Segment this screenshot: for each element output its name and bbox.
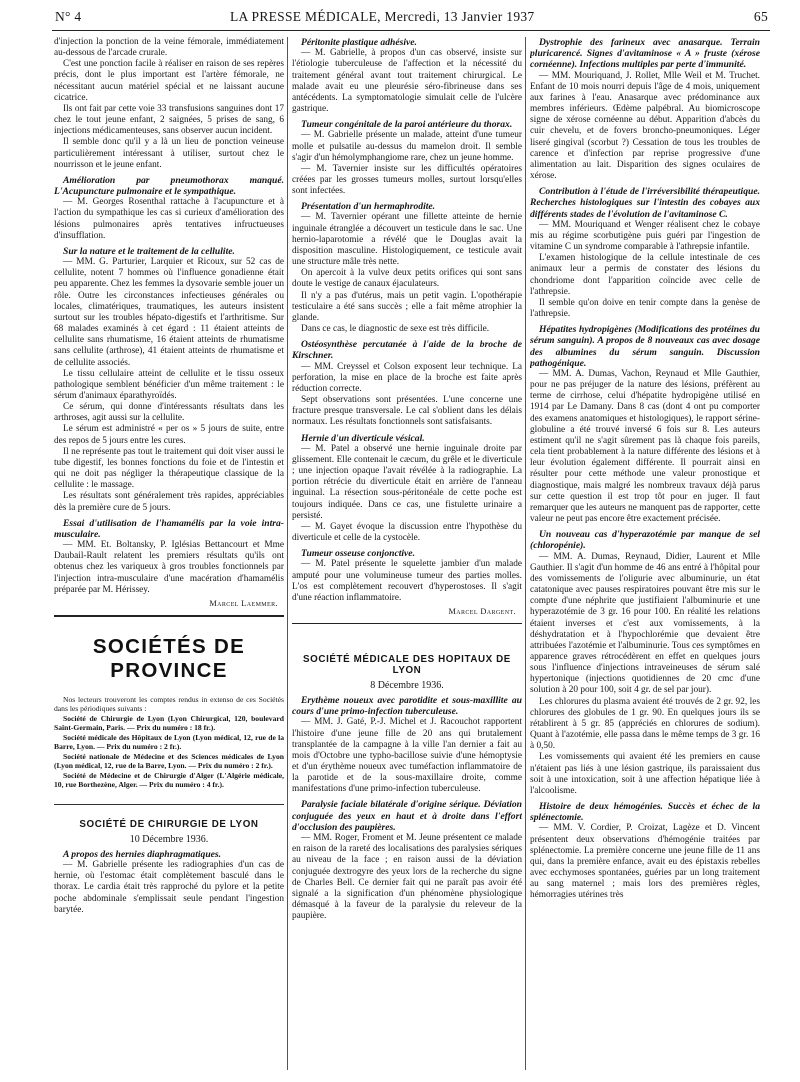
paragraph: — M. Gayet évoque la discussion entre l'hypothèse du diverticule et celle de la cystocèle.	[292, 521, 522, 543]
paragraph: — M. Gabrielle, à propos d'un cas observé, insiste sur l'étiologie tuberculeuse de l'affection et la nécessité du traitement général avant tout traitement chirurgical. Le malade avait eu une pleurésie séro-fibrineuse dans ses antécédents. La symptomatologie simulait celle de l'ulcère gastrique.	[292, 48, 522, 114]
paragraph: — MM. V. Cordier, P. Croizat, Lagèze et D. Vincent présentent deux observations d'hémogénie traitées par splénectomie. La première concerne une jeune fille de 11 ans qui, dans la première enfance, avait eu des épistaxis rebelles avec ecchymoses spontanées, guéries par un long traitement au sang maternel ; mais lors des premières règles, hémorragies utérines très	[530, 823, 760, 901]
section-date: 8 Décembre 1936.	[370, 679, 444, 691]
paragraph: — M. Tavernier insiste sur les difficultés opératoires créées par les grosses tumeurs molles, surtout lorsqu'elles sont infectées.	[292, 163, 522, 197]
note-paragraph: Nos lecteurs trouveront les comptes rendus in extenso de ces Sociétés dans les périodiques suivants :	[54, 694, 284, 714]
paragraph: — M. Patel présente le squelette jambier d'un malade amputé pour une volumineuse tumeur des parties molles. L'os est complètement recouvert d'hyperostoses. Il s'agit d'une réaction inflammatoire.	[292, 559, 522, 603]
paragraph: — M. Patel a observé une hernie inguinale droite par glissement. Elle contenait le cæcum, du grêle et le diverticule ; une injection opaque l'avait révélée à la radiographie. La portion rétrécie du diverticule était en arrière de l'anneau inguinal. La résection sous-péritonéale de cette poche est toujours indiquée. Dans ce cas, une fistulette urinaire a persisté.	[292, 443, 522, 521]
column-2	[292, 37, 522, 1072]
article-title: Amélioration par pneumothorax manqué. L'Acupuncture pulmonaire et le sympathique.	[54, 174, 284, 198]
societes-de-province-title: SOCIÉTÉS DE PROVINCE	[92, 634, 246, 682]
column-3	[530, 37, 760, 1072]
signature: Marcel Laemmer.	[209, 598, 278, 608]
paragraph: Les résultats sont généralement très rapides, appréciables dès la première cure de 5 jours.	[54, 491, 284, 513]
paragraph: Il n'y a pas d'utérus, mais un petit vagin. L'opothérapie testiculaire a été sans succès ; elle a fait même atrophier la glande.	[292, 290, 522, 323]
article-title: Contribution à l'étude de l'irréversibilité thérapeutique. Recherches histologiques sur l'intestin des cobayes aux différents stades de l'évolution de l'avitaminose C.	[530, 186, 760, 220]
column-divider	[287, 37, 288, 1070]
page-number: 65	[753, 9, 768, 24]
header-rule	[52, 30, 770, 31]
paragraph: Ce sérum, qui donne d'intéressants résultats dans les arthroses, agit aussi sur la cellulite.	[54, 402, 284, 424]
paragraph: Le sérum est administré « per os » 5 jours de suite, entre des repos de 5 jours entre les cures.	[54, 424, 284, 446]
paragraph: On apercoit à la vulve deux petits orifices qui sont sans doute le vestige de canaux éjaculateurs.	[292, 268, 522, 290]
note-paragraph: Société de Médecine et de Chirurgie d'Alger (L'Algérie médicale, 10, rue Borthezène, Alger. — Prix du numéro : 4 fr.).	[54, 770, 284, 790]
journal-title: LA PRESSE MÉDICALE, Mercredi, 13 Janvier 1937	[230, 9, 535, 24]
paragraph: Il semble qu'on doive en tenir compte dans la genèse de l'athrepsie.	[530, 297, 760, 320]
page-header	[0, 0, 800, 34]
note-paragraph: Société nationale de Médecine et des Sciences médicales de Lyon (Lyon médical, 12, rue de la Barre, Lyon. — Prix du numéro : 2 fr.).	[54, 751, 284, 771]
article-title: A propos des hernies diaphragmatiques.	[63, 848, 222, 860]
article-title: Dystrophie des farineux avec anasarque. Terrain pluricarencé. Signes d'avitaminose « A » fruste (xérose cornéenne). Infections multiples par perte d'immunité.	[530, 37, 760, 71]
article-title: Histoire de deux hémogénies. Succès et échec de la splénectomie.	[530, 801, 760, 824]
section-rule	[54, 804, 284, 805]
paragraph: — MM. Creyssel et Colson exposent leur technique. La perforation, la mise en place de la broche est faite après réduction correcte.	[292, 361, 522, 394]
note-paragraph: Société médicale des Hôpitaux de Lyon (Lyon médical, 12, rue de la Barre, Lyon. — Prix du numéro : 2 fr.).	[54, 732, 284, 752]
column-divider	[525, 37, 526, 1070]
article-title: Tumeur osseuse conjonctive.	[301, 548, 415, 560]
article-title: Présentation d'un hermaphrodite.	[301, 201, 436, 213]
article-title: Tumeur congénitale de la paroi antérieure du thorax.	[301, 119, 513, 131]
paragraph: d'injection la ponction de la veine fémorale, immédiatement au-dessous de l'arcade crurale.	[54, 37, 284, 59]
article-title: Paralysie faciale bilatérale d'origine sérique. Déviation conjuguée des yeux en haut et à droite dans l'effort d'occlusion des paupières.	[292, 799, 522, 833]
paragraph: — MM. Roger, Froment et M. Jeune présentent ce malade en raison de la rareté des localisations des paralysies sériques au niveau de la face ; en raison aussi de la déviation conjuguée dextrogyre des yeux lors de la recherche du signe de Charles Bell. Ce dernier fait qui ne paraît pas avoir été signalé a la signification d'un phénomène physiologique démasqué à la faveur de la paralysie du releveur de la paupière.	[292, 833, 522, 922]
article-title: Hernie d'un diverticule vésical.	[301, 432, 425, 444]
paragraph: — M. Gabrielle présente les radiographies d'un cas de hernie, où l'estomac était complètement basculé dans le thorax. Le cardia était très rapproché du pylore et la petite poche abdominale s'emplissait seule pendant l'ingestion barytée.	[54, 860, 284, 915]
article-title: Péritonite plastique adhésive.	[301, 37, 417, 48]
paragraph: Le tissu cellulaire atteint de cellulite et le tissu osseux pathologique semblent bénéficier d'un même traitement : le sérum d'animaux éparathyroïdés.	[54, 368, 284, 401]
section-rule	[292, 623, 522, 624]
section-date: 10 Décembre 1936.	[129, 833, 209, 845]
paragraph: Dans ce cas, le diagnostic de sexe est très difficile.	[301, 324, 490, 335]
paragraph: Ils ont fait par cette voie 33 transfusions sanguines dont 17 chez le tout jeune enfant, 2 saignées, 5 prises de sang, 6 injections médicamenteuses, sans observer aucun incident.	[54, 103, 284, 137]
paragraph: — MM. A. Dumas, Vachon, Reynaud et Mlle Gauthier, pour ne pas préjuger de la nature des lésions, préfèrent au terme de cirrhose, celui d'hépatite hydropigène utilisé en 1914 par Le Damany. Dans 8 cas (dont 4 ont pu comporter des examens anatomiques et histologiques), le rapport sérine-globuline a été trouvé inversé 6 fois sur 8. Les auteurs estiment qu'il ne s'agit sûrement pas là chaque fois pareils, cela tient probablement à la nature différente des lésions et à leur évolution également différente. Il pourrait ainsi en résulter pour cette méthode une valeur pronostique et diagnostique, mais malgré les nombreux travaux déjà parus sur cette question il est trop tôt pour en juger. Il faut remarquer que les auteurs ne manquent pas de rapporter, cette valeur ne peut pas encore être exactement précisée.	[530, 369, 760, 525]
paragraph: Il ne représente pas tout le traitement qui doit viser aussi le tube digestif, les bonnes fonctions du foie et de l'intestin et qui ne doit pas négliger la thérapeutique classique de la cellulite : le massage.	[54, 446, 284, 491]
note-paragraph: Société de Chirurgie de Lyon (Lyon Chirurgical, 120, boulevard Saint-Germain, Paris. — Prix du numéro : 18 fr.).	[54, 713, 284, 733]
signature: Marcel Dargent.	[448, 606, 516, 616]
section-rule	[54, 615, 284, 617]
paragraph: — M. Tavernier opérant une fillette atteinte de hernie inguinale étranglée a découvert un testicule dans le sac. Une hernio-laparotomie a révélé que le Douglas avait la disposition masculine. Histologiquement, ce testicule avait une structure mâle très nette.	[292, 212, 522, 268]
article-title: Un nouveau cas d'hyperazotémie par manque de sel (chloropénie).	[530, 529, 760, 552]
paragraph: — MM. Mouriquand et Wenger réalisent chez le cobaye mis au régime scorbutigène puis guéri par l'ingestion de vitamine C un syndrome comparable à l'athrepsie infantile.	[530, 219, 760, 253]
paragraph: Les chlorures du plasma avaient été trouvés de 2 gr. 92, les chlorures des globules de 1 gr. 90. En quelques jours ils se rétablirent à 5 gr. 85 (appréciés en chlorures de sodium). Quant à l'azotémie, elle passa dans le même temps de 3 gr. 16 à 0,50.	[530, 696, 760, 752]
article-title: Hépatites hydropigènes (Modifications des protéines du sérum sanguin). A propos de 8 nouveaux cas avec dosage des albumines du sérum sanguin. Discussion pathogénique.	[530, 324, 760, 369]
paragraph: — MM. J. Gaté, P.-J. Michel et J. Racouchot rapportent l'histoire d'une jeune fille de 20 ans qui brutalement transplantée de la campagne à la ville l'an dernier a fait au mois d'Octobre une typho-bacillose suivie d'une hémoptysie et d'un érythème noueux avec tuméfaction inflammatoire de la parotide et de la sous-maxillaire droite, comme manifestations d'une primo-infection tuberculeuse.	[292, 717, 522, 795]
article-title: Ostéosynthèse percutanée à l'aide de la broche de Kirschner.	[292, 339, 522, 362]
section-title: SOCIÉTÉ MÉDICALE DES HOPITAUX DE LYON	[303, 653, 511, 676]
article-title: Sur la nature et le traitement de la cellulite.	[63, 245, 235, 257]
paragraph: L'examen histologique de la cellule intestinale de ces animaux leur a permis de constater des lésions du chondriome dont l'apparition coïncide avec celle de l'athrepsie.	[530, 253, 760, 297]
paragraph: — MM. Et. Boltansky, P. Iglésias Bettancourt et Mme Daubail-Rault relatent les premiers résultats qu'ils ont obtenus chez les variqueux à gros troubles fonctionnels par l'injection intra-musculaire d'une macération d'hamamélis préparée par M. Hérissey.	[54, 540, 284, 595]
paragraph: Sept observations sont présentées. L'une concerne une fracture presque transversale. Le cal s'oblient dans les délais normaux. Les résultats fonctionnels sont satisfaisants.	[292, 395, 522, 428]
paragraph: — MM. G. Parturier, Larquier et Ricoux, sur 52 cas de cellulite, notent 7 hommes où l'influence gonadienne était peu apparente. Chez les femmes la dysovarie semble jouer un rôle. Outre les circonstances infectieuses générales ou locales, climatériques, traumatiques, les auteurs insistent surtout sur les troubles hépato-digestifs et l'arthritisme. Sur 68 malades examinés à cet égard : 11 étaient atteints de cellulite sans rhumatisme, 16 étaient atteints de rhumatisme sans cellulite (arthrose), 41 étaient atteints de rhumatisme et de cellulite associés.	[54, 257, 284, 368]
column-1	[54, 37, 284, 1072]
section-title: SOCIÉTÉ DE CHIRURGIE DE LYON	[79, 818, 259, 830]
article-title: Erythème noueux avec parotidite et sous-maxillite au cours d'une primo-infection tuberculeuse.	[292, 694, 522, 718]
paragraph: — M. Gabrielle présente un malade, atteint d'une tumeur molle et pulsatile au-dessus du mamelon droit. Il semble s'agir d'un hémolymphangiome rare, chez un jeune homme.	[292, 130, 522, 163]
paragraph: Les vomissements qui avaient été les premiers en cause n'étaient pas liés à une lésion gastrique, ils paraissaient dus soit à une intoxication, soit à une affection hépatique liée à l'alcoolisme.	[530, 752, 760, 796]
intro-paragraphs	[54, 37, 284, 171]
paragraph: — MM. Mouriquand, J. Rollet, Mlle Weil et M. Truchet. Enfant de 10 mois nourri depuis l'âge de 4 mois, uniquement aux farines à l'eau. Anasarque avec prédominance aux membres inférieurs. Œdème palpébral. Au biomicroscope signe de xérose cornéenne au début. Apparition d'abcès du cuir chevelu, et de fovers broncho-pneumoniques. Léger liseré gingival (scorbut ?) Cessation de tous les troubles de carence et d'infection par reprise progressive d'une alimentation au lait. Disparition des signes oculaires de xérose.	[530, 70, 760, 182]
paragraph: — MM. A. Dumas, Reynaud, Didier, Laurent et Mlle Gauthier. Il s'agit d'un homme de 46 ans entré à l'hôpital pour des vomissements de l'oligurie avec albuminurie, un état catatonique avec pauses respiratoires pouvant être mis sur le compte d'une néphrite que justifiaient l'albuminurie et une hyperazotémie de 3 gr. 16 pour 100. En réalité les relations étaient inverses et c'est aux vomissements, à la déshydratation et à l'hypochlorémie que devaient être attribuées l'azotémie et l'albuminurie. Tous ces symptômes en apparence graves rétrocédèrent en effet en quelques jours sous l'influence d'injections intraveineuses de sérum salé hypertonique (injections quotidiennes de 20 cmc d'une solution à 20 pour 100, soit 4 gr. de sel par jour).	[530, 551, 760, 696]
article-title: Essai d'utilisation de l'hamamélis par la voie intra-musculaire.	[54, 517, 284, 540]
paragraph: C'est une ponction facile à réaliser en raison de ses repères précis, dont le plus important est l'artère fémorale, ne nécessitant aucun matériel spécial et ne laissant aucune cicatrice.	[54, 59, 284, 103]
issue-number: N° 4	[55, 9, 82, 24]
paragraph: — M. Georges Rosenthal rattache à l'acupuncture et à l'action du sympathique les cas si curieux d'amélioration des lésions pulmonaires après tentatives infructueuses d'insufflation.	[54, 197, 284, 241]
paragraph: Il semble donc qu'il y a là un lieu de ponction veineuse particulièrement intéressant à utiliser, surtout chez le nourrisson et le jeune enfant.	[54, 137, 284, 170]
